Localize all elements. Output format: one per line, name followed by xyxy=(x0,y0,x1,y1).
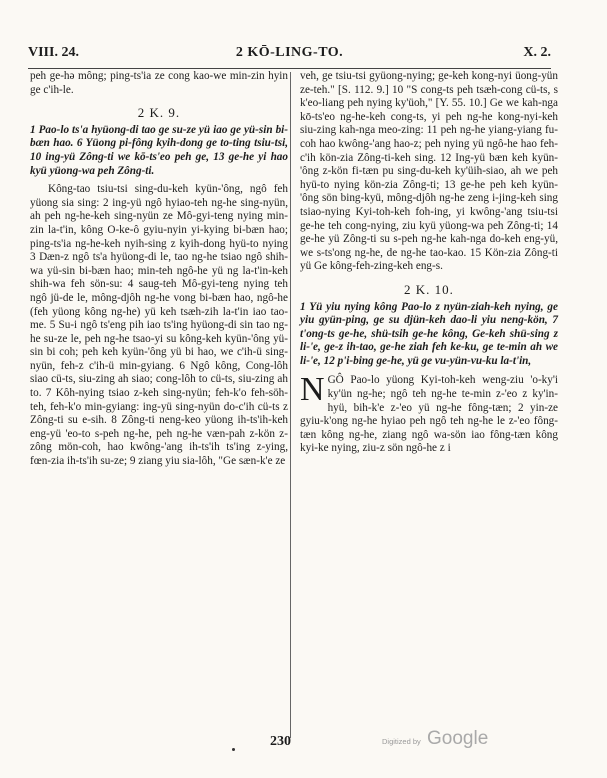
left-column xyxy=(30,70,288,469)
ink-dot xyxy=(232,748,235,751)
chapter-summary-10: 1 Yü yiu nying kông Pao-lo z nyün-ziah-keh nying, ge yiu gyün-ping, ge su djün-keh dao-li yiu neng-kön, 7 t'ong-ts ge-he, shü-tsih ge-he kông, Ge-keh shü-sing z li-'e, ge-z ih-tao, ge-he ziah feh ke-ku, ge te-min ah we li-'e, 12 p'i-bing ge-he, yü ge vu-yün-vu-ku la-t'in, xyxy=(300,300,558,367)
chapter-heading-9: 2 K. 9. xyxy=(137,105,181,121)
header-title: 2 KŌ-LING-TO. xyxy=(235,45,344,60)
page-footer xyxy=(0,728,607,758)
header-left: VIII. 24. xyxy=(28,45,79,60)
chapter-summary-9: 1 Pao-lo ts'a hyüong-di tao ge su-ze yü iao ge yü-sin bi-bæn hao. 6 Yüong pi-fông kyih-dong ge to-ting tsiu-tsi, 10 ing-yü Zông-ti we kō-ts'eo peh ge, 13 ge-he yi hao kyü yüong-wa peh Zông-ti. xyxy=(30,123,288,177)
drop-cap: N xyxy=(300,371,325,409)
page-number: 230 xyxy=(270,734,291,749)
running-header xyxy=(28,45,551,67)
chapter-10-text: GÔ Pao-lo yüong Kyi-toh-keh weng-ziu 'o-ky'i ky'ün ng-he; ngô teh ng-he te-min z-'eo z ky'in-hyü, bih-k'e z-'eo yü ng-he fông-tæn; 2 yin-ze gyiu-k'ong ng-he hyiao peh ngô teh ng-he le z-'eo fông-tæn kông ng-he, ziang ngô wa-sön iao fông-tæn kông kyi-ke nying, ziu-z sön ngô-he z i xyxy=(300,374,558,455)
google-logo: Google xyxy=(427,728,489,749)
right-column xyxy=(300,70,558,456)
google-watermark xyxy=(382,728,502,756)
digitized-by-label: Digitized by xyxy=(382,737,421,746)
header-rule xyxy=(28,68,551,69)
chapter-9-body: Kông-tao tsiu-tsi sing-du-keh kyün-'ông, ngô feh yüong sia sing: 2 ing-yü ngô hyiao-teh ng-he sing-nyün, ah peh ng-he-keh sing-nyün ze Mô-gyi-teng nying min-zin la-t'in, kông O-ke-ô gyiu-nyin yi-kying bi-bæn hao; ping-ts'ia ng-he-keh nyih-sing z kyih-dong hyü-to nying 3 Dæn-z ngô ts'a hyüong-di le, tao ng-he tsiao ngô shih-wa yü-sin bi-bæn hao; min-teh ngô-he yü ng la-t'in-keh shih-wa feh sön-su: 4 saug-teh Mô-gyi-teng nying teh ngô jü-de le, mông-djôh ng-he vong bi-bæn hao, ngô-he (feh yüong kông ng-he) yü keh tsæh-zih la-t'in iao tao-me. 5 Su-i ngô ts'eng pih iao ts'ing hyüong-di sin tao ng-he su-ze le, peh ng-he tsao-yi su kông-keh kyün-'ông yü-sin bi coh; peh keh kyün-'ông yü bi hao, we c'ih-ü sing-nyün, feh-z c'ih-ü min-gyiang. 6 Ngô kông, Cong-lôh siao cü-ts, siu-zing ah siao; cong-lôh to cü-ts, siu-zing ah to. 7 Kôh-nying tsiao z-keh sing-nyün; feh-k'o feh-söh-teh, feh-k'o min-gyiang: ing-yü sing-nyün do-c'ih cü-ts z Zông-ti su e-sih. 8 Zông-ti neng-keo yüong ih-ts'ih-keh eng-yü 'eo-to s-peh ng-he, peh ng-he væn-pah z-kön z-zông mön-coh, hao kwông-'ang ih-ts'ih ts'ing z-ying, fœn-zia ih-ts'ih su-ze; 9 ziang yiu sia-lôh, "Ge sæn-k'e ze xyxy=(30,183,288,468)
header-right: X. 2. xyxy=(523,45,551,60)
column-divider xyxy=(290,72,291,738)
opening-lines: peh ge-hə mông; ping-ts'ia ze cong kao-we min-zin hyin ge c'ih-le. xyxy=(30,70,288,96)
chapter-heading-10: 2 K. 10. xyxy=(404,281,454,297)
chapter-9-continuation: veh, ge tsiu-tsi gyüong-nying; ge-keh kong-nyi üong-yün ze-teh." [S. 112. 9.] 10 "S cong-ts peh tsæh-cong cü-ts, s k'eo-liang peh nying ky'üoh," [Y. 55. 10.] Ge we kah-nga kō-ts'eo ng-he-keh cong-ts, yi peh ng-he kong-nyi-keh siu-zing kah-nga meo-zing: 11 peh ng-he yiang-yiang fu-coh hao kwông-'ang hao-z; peh nying yü ngô-he hao feh-c'ih kön-zia Zông-ti-keh sing. 12 Ing-yü bæn keh kyün-'ông z-kön fi-tæn pu sing-du-keh ky'üih-siao, ah we peh hyü-to nying kön-zia Zông-ti; 13 ge-he peh keh kyün-'ông sön bing-kyü, mông-djôh ng-he zeng i-jing-keh sing tsiao-nying Kyi-toh-keh foh-ing, yi kwông-'ang tsiu-tsi ge-he teh cong-nying, ziu kyü yüong-wa peh Zông-ti; 14 ge-he yü Zông-ti su s-peh ng-he kah-nga do-keh eng-yü, we s-ts'ong ng-he, de ng-he tao-kao. 15 Kön-zia Zông-ti yü Ge kông-feh-zing-keh eng-s. xyxy=(300,70,558,273)
chapter-10-body xyxy=(300,371,558,456)
